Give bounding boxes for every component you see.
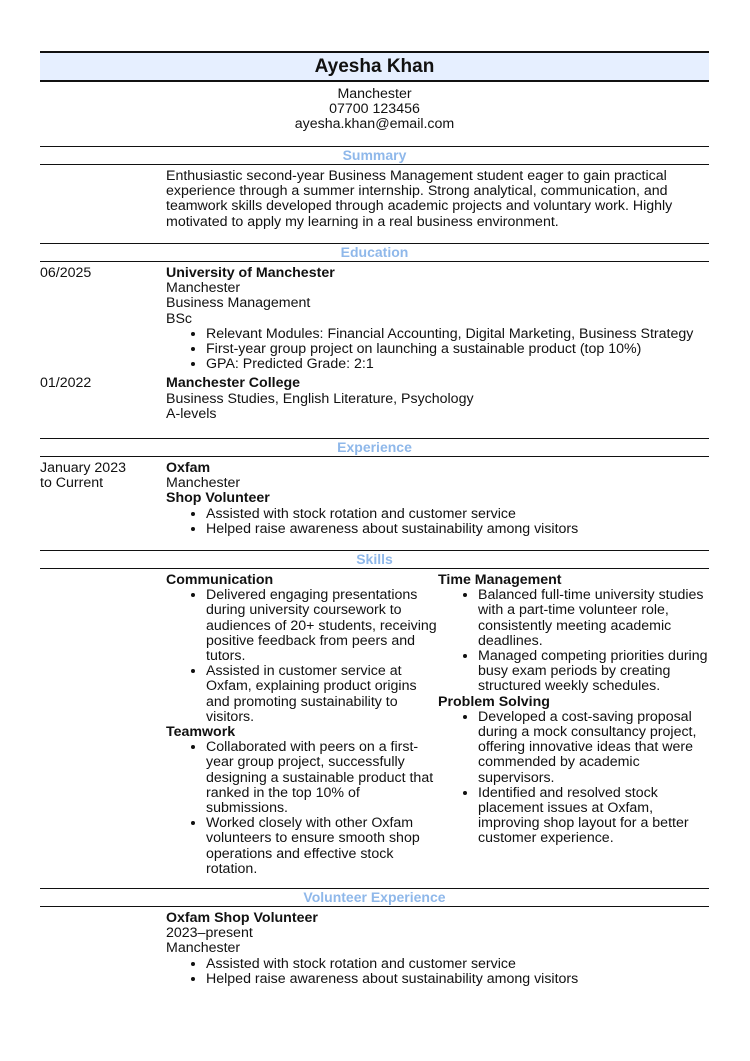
contact-location: Manchester xyxy=(337,86,412,102)
summary-text: Enthusiastic second-year Business Management student eager to gain practical experience through a summer internship. Strong analytical, communication, and teamwork skills developed through academic projects and voluntary work. Highly motivated to apply my learning in a real business environment. xyxy=(166,168,673,230)
candidate-name: Ayesha Khan xyxy=(40,51,709,82)
education-qualification: A-levels xyxy=(166,405,217,422)
experience-item xyxy=(40,461,709,537)
list-item: • Helped raise awareness about sustainability among visitors xyxy=(206,972,709,987)
skill-title: Teamwork xyxy=(166,724,236,741)
education-institution: Manchester College xyxy=(166,375,301,392)
skill-title: Time Management xyxy=(438,572,562,588)
experience-organization: Oxfam xyxy=(166,460,211,476)
list-item: • Assisted with stock rotation and customer service xyxy=(206,957,709,972)
volunteer-period: 2023–present xyxy=(166,925,253,942)
volunteer-title: Oxfam Shop Volunteer xyxy=(166,910,318,926)
skill-title: Communication xyxy=(166,572,274,588)
education-institution: University of Manchester xyxy=(166,265,335,281)
experience-bullets xyxy=(166,507,709,537)
education-section xyxy=(40,266,709,422)
list-item: • Assisted with stock rotation and customer service xyxy=(206,507,709,522)
education-date: 01/2022 xyxy=(40,375,92,392)
experience-date: January 2023 to Current xyxy=(40,460,126,492)
volunteer-section xyxy=(40,911,709,987)
education-bullets xyxy=(166,327,709,373)
education-heading: Education xyxy=(40,243,709,262)
volunteer-heading: Volunteer Experience xyxy=(40,888,709,907)
volunteer-bullets xyxy=(166,957,709,987)
list-item: • Worked closely with other Oxfam volunteers to ensure smooth shop operations and effective stock rotation. xyxy=(206,816,438,877)
education-location: Manchester xyxy=(166,280,241,297)
list-item: • Identified and resolved stock placement issues at Oxfam, improving shop layout for a better customer experience. xyxy=(478,786,709,847)
education-course: Business Management xyxy=(166,295,311,312)
list-item: • GPA: Predicted Grade: 2:1 xyxy=(206,357,709,372)
skills-column-left xyxy=(166,573,438,877)
education-item xyxy=(40,376,709,422)
skills-section xyxy=(40,573,709,877)
education-date: 06/2025 xyxy=(40,265,92,281)
experience-section xyxy=(40,461,709,537)
summary-section xyxy=(40,169,709,230)
education-item xyxy=(40,266,709,372)
list-item: • Delivered engaging presentations during university coursework to audiences of 20+ students, receiving positive feedback from peers and tutors. xyxy=(206,588,438,664)
volunteer-location: Manchester xyxy=(166,940,241,957)
list-item: • Assisted in customer service at Oxfam, explaining product origins and promoting sustainability to visitors. xyxy=(206,664,438,725)
summary-heading: Summary xyxy=(40,146,709,165)
contact-email: ayesha.khan@email.com xyxy=(294,116,455,133)
education-degree: BSc xyxy=(166,310,193,327)
skill-bullets xyxy=(166,740,438,877)
list-item: • Balanced full-time university studies with a part-time volunteer role, consistently meeting academic deadlines. xyxy=(478,588,709,649)
education-subjects: Business Studies, English Literature, Psychology xyxy=(166,390,474,407)
experience-heading: Experience xyxy=(40,438,709,457)
list-item: • First-year group project on launching a sustainable product (top 10%) xyxy=(206,342,709,357)
list-item: • Developed a cost-saving proposal during a mock consultancy project, offering innovative ideas that were commended by academic supervisors. xyxy=(478,710,709,786)
list-item: • Helped raise awareness about sustainability among visitors xyxy=(206,522,709,537)
skill-title: Problem Solving xyxy=(438,693,550,710)
list-item: • Relevant Modules: Financial Accounting, Digital Marketing, Business Strategy xyxy=(206,327,709,342)
skill-bullets xyxy=(438,588,709,694)
skills-heading: Skills xyxy=(40,550,709,569)
contact-phone: 07700 123456 xyxy=(329,101,420,118)
list-item: • Managed competing priorities during busy exam periods by creating structured weekly schedules. xyxy=(478,649,709,695)
contact-block xyxy=(40,87,709,133)
skill-bullets xyxy=(166,588,438,725)
experience-role: Shop Volunteer xyxy=(166,490,270,507)
skills-column-right xyxy=(438,573,709,877)
experience-location: Manchester xyxy=(166,475,241,492)
skill-bullets xyxy=(438,710,709,847)
list-item: • Collaborated with peers on a first-year group project, successfully designing a sustainable product that ranked in the top 10% of submissions. xyxy=(206,740,438,816)
